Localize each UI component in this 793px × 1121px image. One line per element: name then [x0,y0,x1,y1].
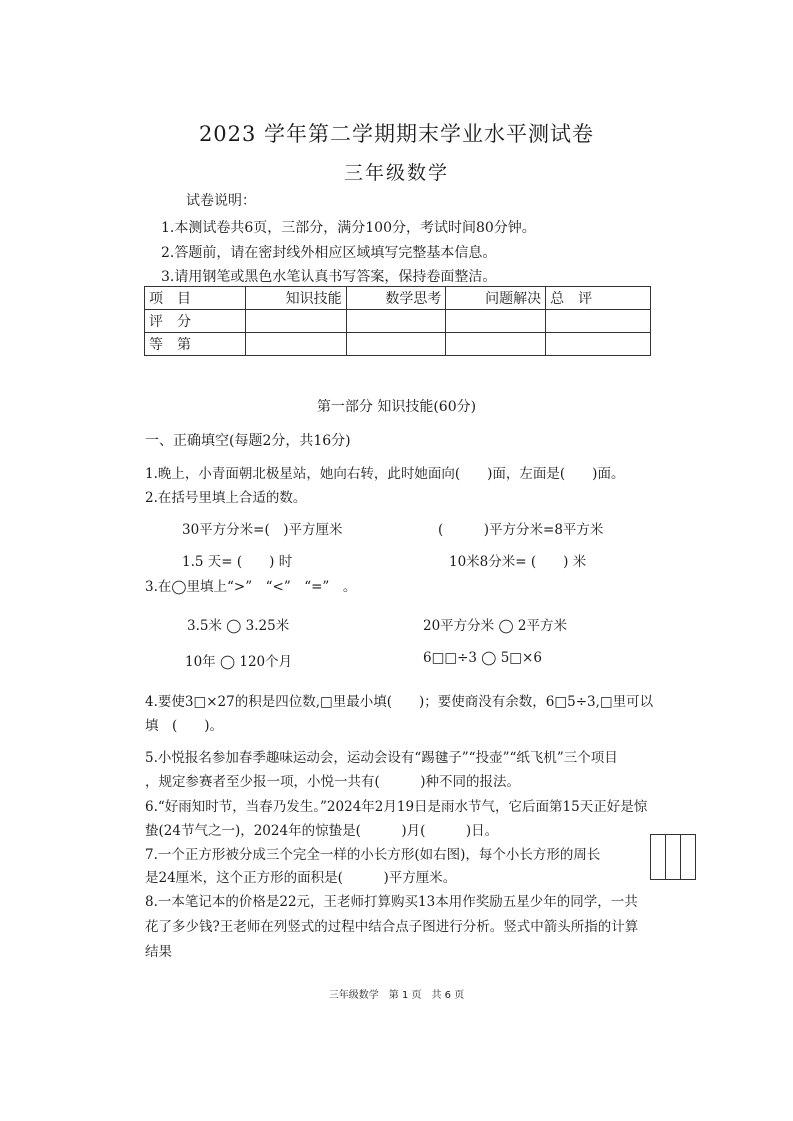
score-table-header: 总 评 [546,287,651,310]
q2-item: 1.5 天= ( ) 时 [182,554,293,570]
score-table-header: 项 目 [145,287,246,310]
instruction-item-3: 3.请用钢笔或黑色水笔认真书写答案，保持卷面整洁。 [161,269,497,285]
grade-cell[interactable] [446,333,546,356]
question-8-cont: 结果 [145,944,172,960]
question-4: 4.要使3□×27的积是四位数,□里最小填( )；要使商没有余数，6□5÷3,□里可以 [145,694,654,710]
score-table-row [145,333,651,356]
score-table-header: 问题解决 [446,287,546,310]
instructions-heading: 试卷说明： [186,193,256,209]
score-cell[interactable] [446,310,546,333]
instruction-item-1: 1.本测试卷共6页，三部分，满分100分，考试时间80分钟。 [161,220,536,236]
q2-item: ( )平方分米=8平方米 [438,522,604,538]
question-3: 3.在◯里填上“>” “<” “=” 。 [145,579,357,595]
grade-cell[interactable] [346,333,446,356]
score-table-header: 数学思考 [346,287,446,310]
question-1: 1.晚上，小青面朝北极星站，她向右转，此时她面向( )面，左面是( )面。 [145,466,625,482]
score-table-header-row [145,287,651,310]
q2-item: 30平方分米=( )平方厘米 [182,522,343,538]
score-table-row-label: 评 分 [145,310,246,333]
question-7-cont: 是24厘米，这个正方形的面积是( )平方厘米。 [145,870,457,886]
q3-item: 20平方分米 ◯ 2平方米 [423,618,567,634]
q3-item: 6□□÷3 ◯ 5□×6 [423,650,542,666]
score-cell[interactable] [245,310,346,333]
question-8-cont: 花了多少钱?王老师在列竖式的过程中结合点子图进行分析。竖式中箭头所指的计算 [145,919,639,935]
score-table-header: 知识技能 [245,287,346,310]
score-table-row [145,310,651,333]
q3-item: 3.5米 ◯ 3.25米 [187,618,290,634]
score-cell[interactable] [546,310,651,333]
question-7: 7.一个正方形被分成三个完全一样的小长方形(如右图)，每个小长方形的周长 [145,847,601,863]
question-8: 8.一本笔记本的价格是22元，王老师打算购买13本用作奖励五星少年的同学，一共 [145,894,638,910]
score-table-row-label: 等 第 [145,333,246,356]
page-footer: 三年级数学 第 1 页 共 6 页 [328,990,465,1001]
question-4-cont: 填 ( )。 [145,718,224,734]
figure-divider [665,835,666,879]
score-cell[interactable] [346,310,446,333]
question-5: 5.小悦报名参加春季趣味运动会，运动会设有“踢毽子”“投壶”“纸飞机”三个项目 [145,750,618,766]
square-figure [650,834,696,880]
instruction-item-2: 2.答题前，请在密封线外相应区域填写完整基本信息。 [161,245,497,261]
q3-item: 10年 ◯ 120个月 [185,654,293,670]
exam-subtitle: 三年级数学 [343,162,449,184]
grade-cell[interactable] [546,333,651,356]
figure-divider [680,835,681,879]
grade-cell[interactable] [245,333,346,356]
question-6-cont: 蛰(24节气之一)，2024年的惊蛰是( )月( )日。 [145,823,499,839]
part1-heading: 第一部分 知识技能(60分) [316,399,477,415]
question-5-cont: ，规定参赛者至少报一项，小悦一共有( )种不同的报法。 [145,774,521,790]
score-table [144,286,651,356]
exam-title: 2023 学年第二学期期末学业水平测试卷 [198,122,595,146]
question-6: 6.“好雨知时节，当春乃发生。”2024年2月19日是雨水节气，它后面第15天正好是惊 [145,799,648,815]
section-heading: 一、正确填空(每题2分，共16分) [145,433,351,449]
q2-item: 10米8分米= ( ) 米 [449,554,587,570]
question-2: 2.在括号里填上合适的数。 [145,490,307,506]
